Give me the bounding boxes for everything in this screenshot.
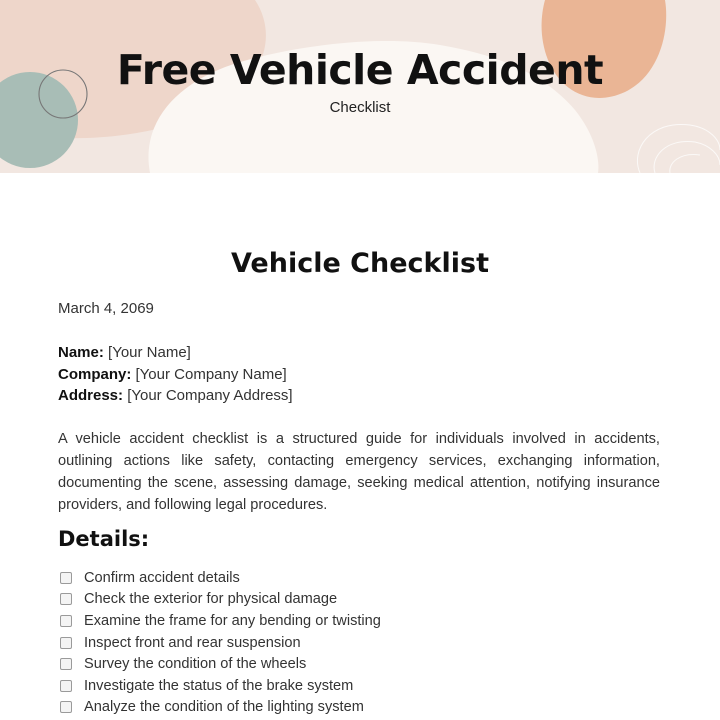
checklist-item[interactable] <box>60 632 381 654</box>
contact-info <box>58 342 293 407</box>
banner-subtitle: Checklist <box>329 99 391 116</box>
address-label: Address: <box>58 387 124 404</box>
document-date: March 4, 2069 <box>58 300 154 317</box>
details-heading: Details: <box>58 527 150 551</box>
checkbox[interactable] <box>60 658 72 670</box>
name-row <box>58 342 293 364</box>
checklist-item[interactable] <box>60 610 381 632</box>
checklist-item-label: Survey the condition of the wheels <box>84 656 307 673</box>
company-value: [Your Company Name] <box>135 365 287 383</box>
checklist-item-label: Analyze the condition of the lighting system <box>84 699 364 716</box>
header-banner <box>0 0 720 173</box>
checklist-item[interactable] <box>60 653 381 675</box>
intro-paragraph: A vehicle accident checklist is a structured guide for individuals involved in accidents, outlining actions like safety, contacting emergency services, exchanging information, documenting the scene, assessing damage, seeking medical attention, notifying insurance providers, and following legal procedures. <box>58 431 660 513</box>
checkbox[interactable] <box>60 572 72 584</box>
address-row <box>58 385 293 407</box>
company-label: Company: <box>58 365 132 383</box>
checklist-item-label: Inspect front and rear suspension <box>84 634 301 651</box>
checklist-item-label: Confirm accident details <box>84 569 240 586</box>
checklist-item[interactable] <box>60 589 381 611</box>
checklist-item[interactable] <box>60 675 381 697</box>
checkbox[interactable] <box>60 701 72 713</box>
banner-title: Free Vehicle Accident <box>116 46 604 94</box>
name-value: [Your Name] <box>108 344 191 361</box>
checklist-item-label: Check the exterior for physical damage <box>84 591 338 608</box>
checklist-item-label: Examine the frame for any bending or twisting <box>84 612 381 629</box>
checkbox[interactable] <box>60 637 72 649</box>
company-row <box>58 364 293 386</box>
details-checklist <box>60 567 381 718</box>
checklist-item[interactable] <box>60 697 381 719</box>
checklist-item[interactable] <box>60 567 381 589</box>
checkbox[interactable] <box>60 593 72 605</box>
address-value: [Your Company Address] <box>127 387 293 404</box>
checkbox[interactable] <box>60 680 72 692</box>
name-label: Name: <box>58 344 104 361</box>
document-title: Vehicle Checklist <box>231 248 489 279</box>
checkbox[interactable] <box>60 615 72 627</box>
checklist-item-label: Investigate the status of the brake system <box>84 677 354 694</box>
